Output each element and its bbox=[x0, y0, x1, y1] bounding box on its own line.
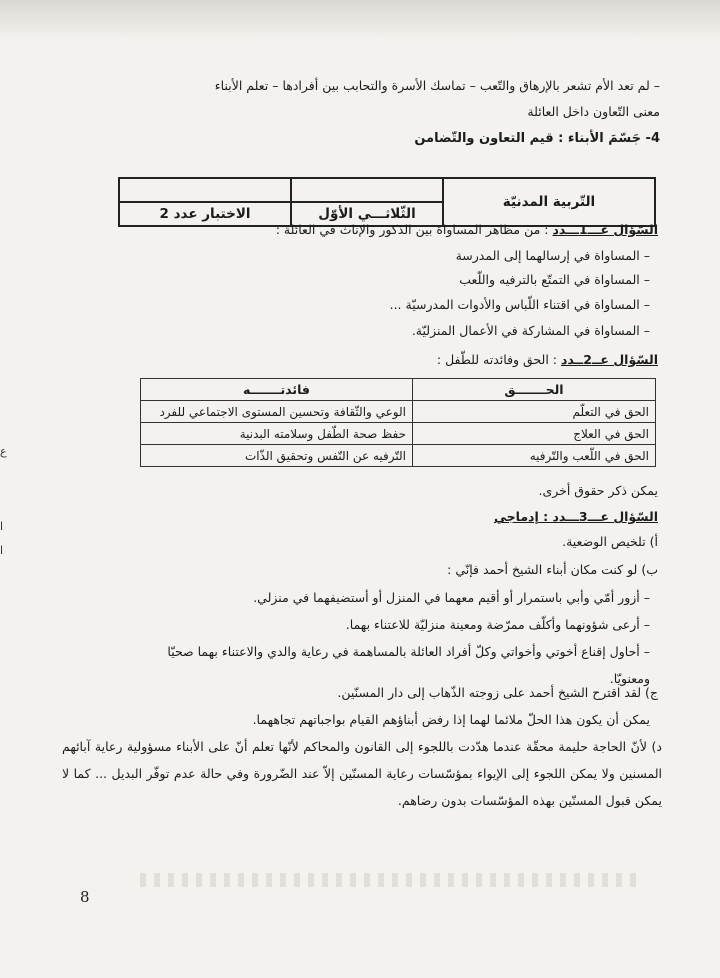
q3-label: السّؤال عـــ3ـــدد : إدماجي bbox=[493, 509, 658, 524]
header-subject: التّربية المدنيّة bbox=[443, 178, 655, 226]
q2-note: يمكن ذكر حقوق أخرى. bbox=[538, 483, 658, 498]
edge-mark: ا bbox=[0, 544, 4, 557]
page-number: 8 bbox=[80, 888, 90, 906]
rights-col-left: فائدتـــــــه bbox=[141, 379, 413, 401]
q3-b: ب) لو كنت مكان أبناء الشيخ أحمد فإنّي : bbox=[447, 562, 658, 577]
header-term: الثّلاثـــي الأوّل bbox=[291, 202, 443, 226]
q3-b-cont: ومعنويّا. bbox=[609, 671, 650, 686]
q3-b-item-2: – أرعى شؤونهما وأكلّف ممرّضة ومعينة منزليّة للاعتناء بهما. bbox=[345, 617, 650, 632]
q1-heading bbox=[276, 222, 658, 237]
q3-b-item-1: – أزور أمّي وأبي باستمرار أو أقيم معهما في المنزل أو أستضيفهما في منزلي. bbox=[253, 590, 650, 605]
rights-table-header bbox=[141, 379, 656, 401]
q2-heading bbox=[437, 352, 658, 367]
header-table bbox=[118, 177, 656, 227]
q1-item-4: – المساواة في المشاركة في الأعمال المنزليّة. bbox=[411, 323, 650, 338]
benefit-cell: حفظ صحة الطّفل وسلامته البدنية bbox=[141, 423, 413, 445]
intro-line-2: معنى التّعاون داخل العائلة bbox=[527, 104, 660, 119]
header-test-top bbox=[119, 178, 291, 202]
q2-text: : الحق وفائدته للطّفل : bbox=[436, 352, 561, 367]
rights-table bbox=[140, 378, 656, 467]
q3-heading bbox=[494, 509, 658, 524]
header-test: الاختبار عدد 2 bbox=[119, 202, 291, 226]
edge-mark: ا bbox=[0, 520, 4, 533]
table-row bbox=[141, 401, 656, 423]
intro-line-1: – لم تعد الأم تشعر بالإرهاق والتّعب – تماسك الأسرة والتحابب بين أفرادها – تعلم الأبناء bbox=[214, 78, 660, 93]
q3-c: ج) لقد اقترح الشيخ أحمد على زوجته الذّهاب إلى دار المسنّين. bbox=[337, 685, 658, 700]
rights-cell: الحق في التعلّم bbox=[413, 401, 656, 423]
benefit-cell: الوعي والثّقافة وتحسين المستوى الاجتماعي للفرد bbox=[141, 401, 413, 423]
rights-cell: الحق في العلاج bbox=[413, 423, 656, 445]
rights-cell: الحق في اللّعب والتّرفيه bbox=[413, 445, 656, 467]
header-term-top bbox=[291, 178, 443, 202]
q1-item-2: – المساواة في التمتّع بالترفيه واللّعب bbox=[459, 272, 650, 287]
q3-d: د) لأنّ الحاجة حليمة محقّة عندما هدّدت باللجوء إلى القانون والمحاكم لأنّها تعلم أنّ على الأبناء مسؤولية رعاية آبائهم المسنين ولا يمكن اللجوء إلى الإيواء بمؤسّسات رعاية المسنّين إلاّ عند الضّرورة وفي حالة عدم توفّر البديل ... كما لا يمكن قبول المسنّين بهذه المؤسّسات بدون رضاهم. bbox=[62, 739, 662, 808]
faint-bleed-through bbox=[140, 873, 640, 887]
benefit-cell: التّرفيه عن النّفس وتحقيق الذّات bbox=[141, 445, 413, 467]
edge-mark: ع bbox=[0, 445, 7, 458]
q3-b-item-3: – أحاول إقناع أخوتي وأخواتي وكلّ أفراد العائلة بالمساهمة في رعاية والدي والاعتناء بهما صحيّا bbox=[167, 644, 650, 659]
q1-text: : من مظاهر المساواة بين الذكور والإناث في العائلة : bbox=[275, 222, 553, 237]
table-row bbox=[141, 445, 656, 467]
q2-label: السّؤال عــ2ــدد bbox=[561, 352, 658, 367]
rights-col-right: الحـــــــق bbox=[413, 379, 656, 401]
table-row bbox=[141, 423, 656, 445]
q3-c2: يمكن أن يكون هذا الحلّ ملائما لهما إذا رفض أبناؤهم القيام بواجباتهم تجاههما. bbox=[252, 712, 650, 727]
q1-label: السّؤال عـــ1ـــدد bbox=[552, 222, 658, 237]
scan-shadow bbox=[0, 0, 720, 40]
intro-line-3: 4- جَسّمَ الأبناء : قيم التعاون والتّضامن bbox=[414, 131, 660, 146]
q1-item-3: – المساواة في اقتناء اللّباس والأدوات المدرسيّة ... bbox=[389, 297, 650, 312]
q3-a: أ) تلخيص الوضعية. bbox=[562, 534, 658, 549]
q1-item-1: – المساواة في إرسالهما إلى المدرسة bbox=[455, 248, 650, 263]
